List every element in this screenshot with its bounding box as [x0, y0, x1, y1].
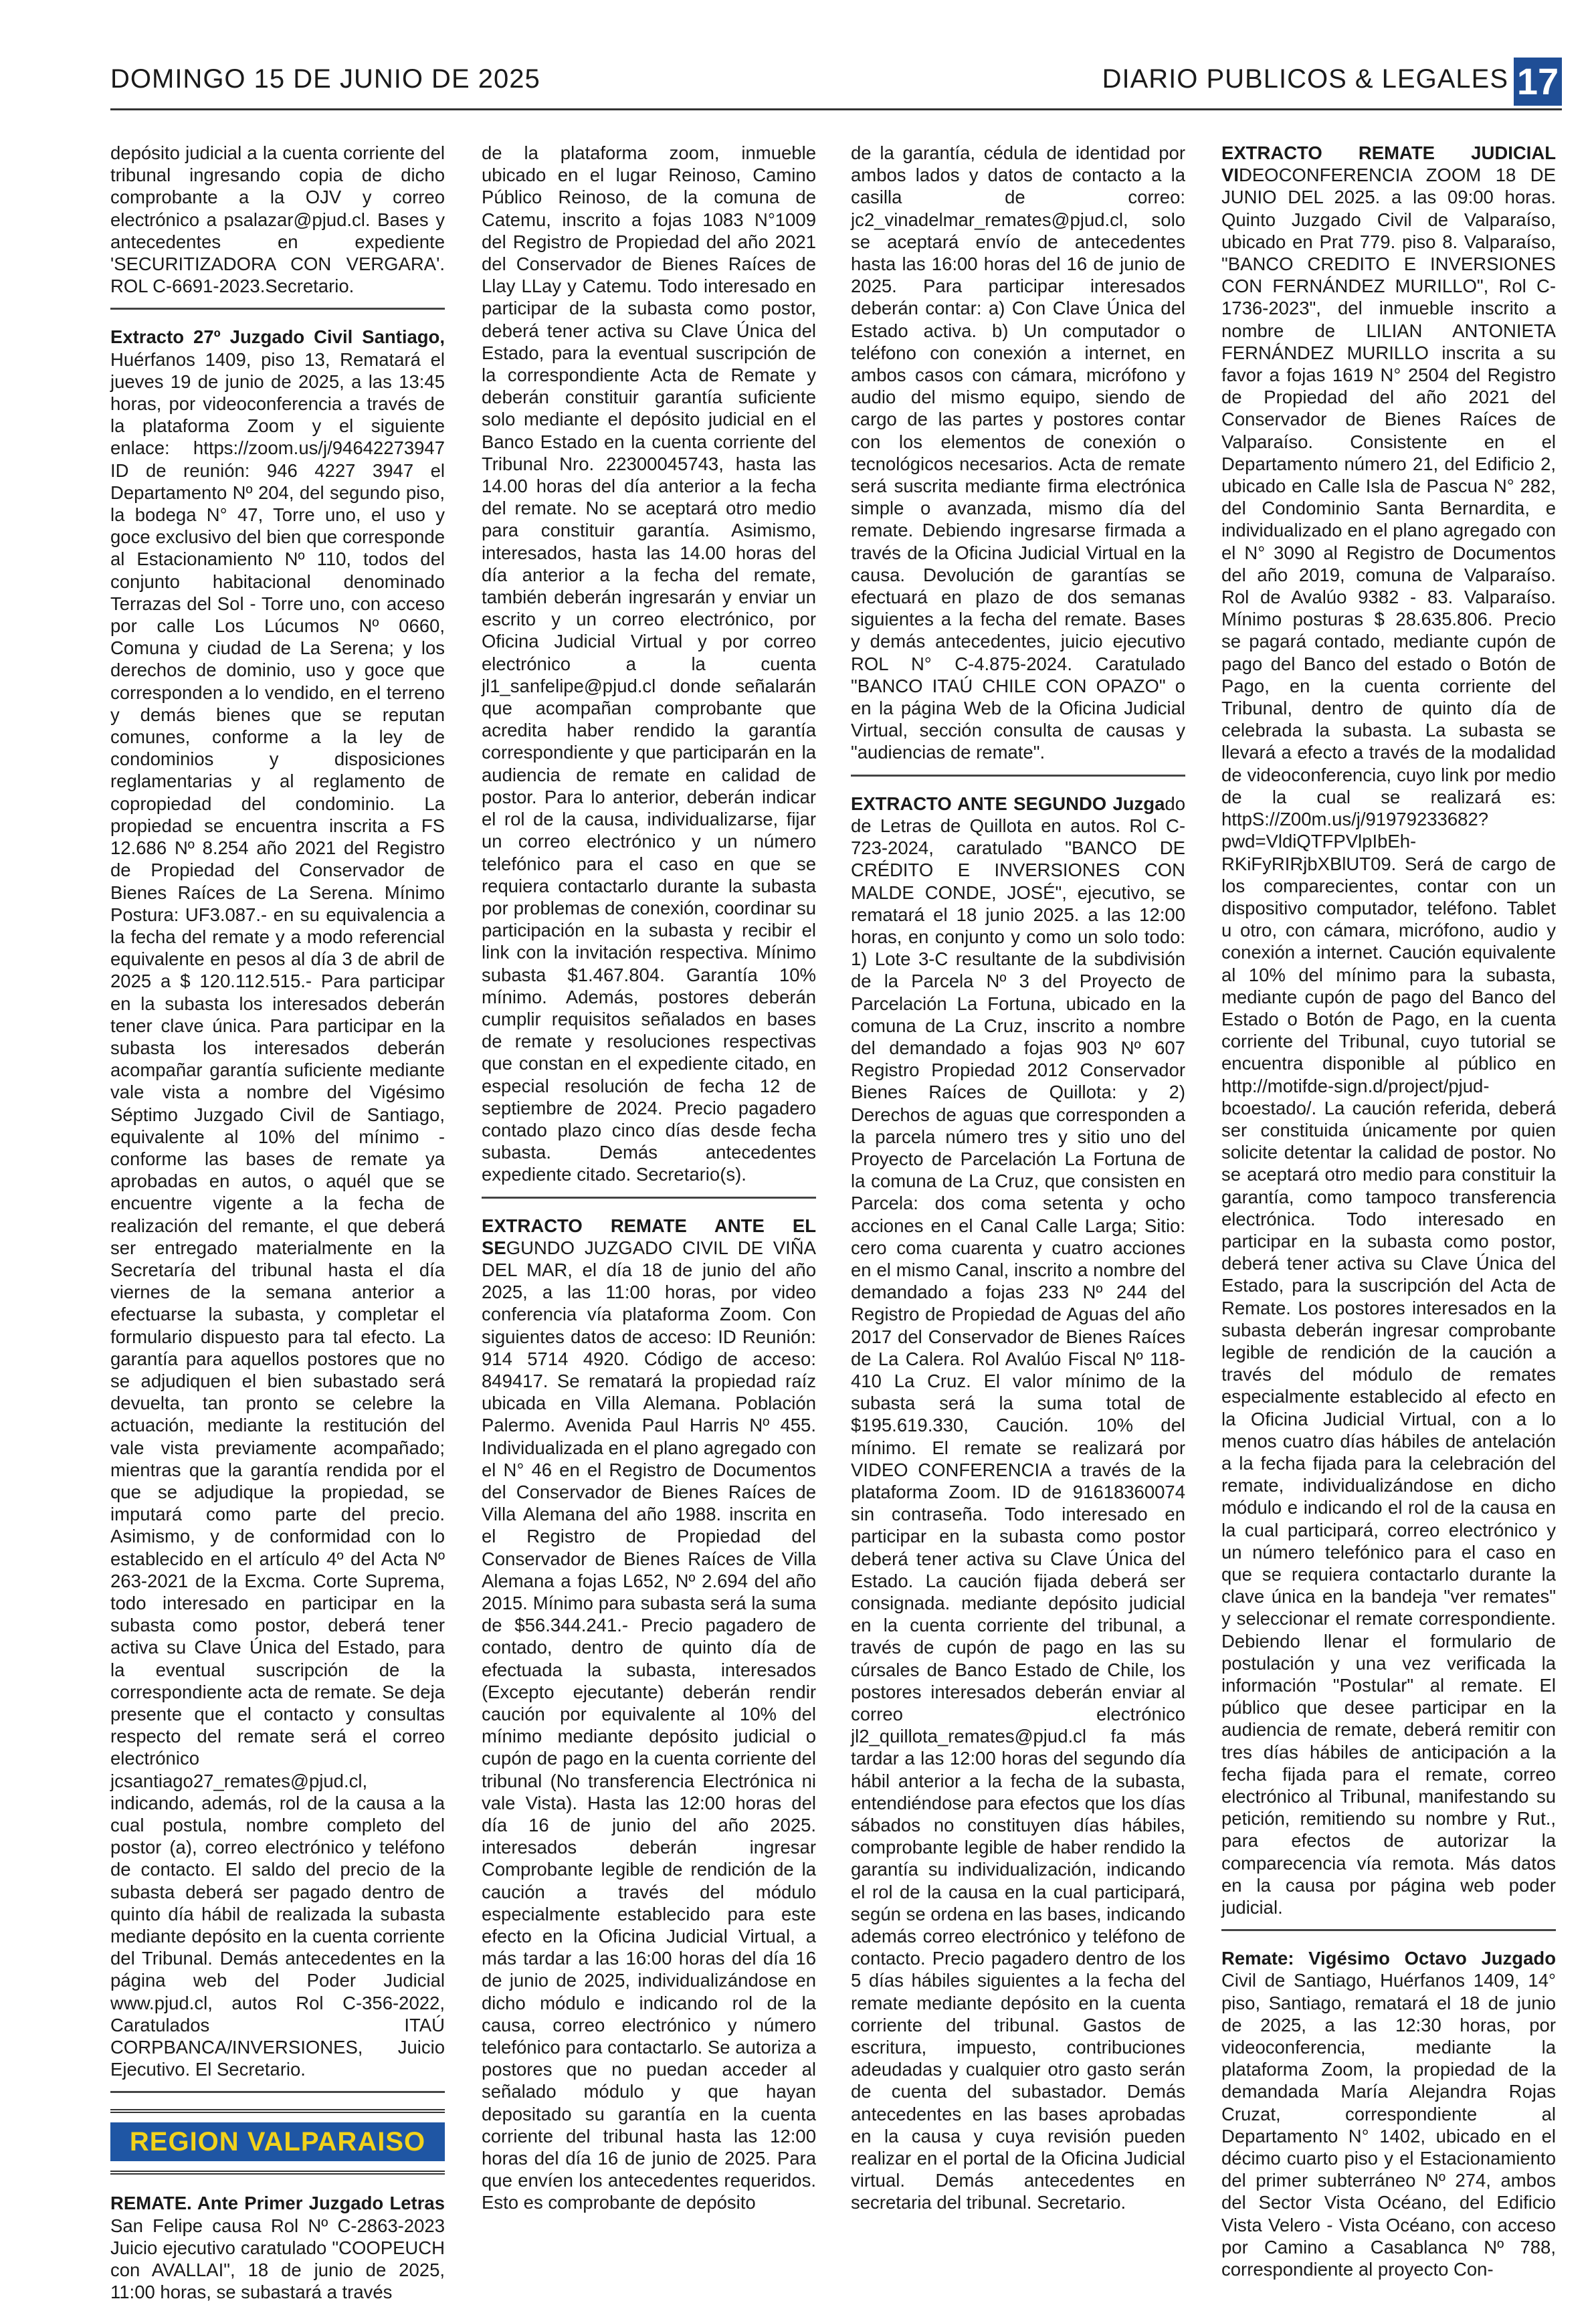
notice-primer-juzgado-san-felipe [110, 2192, 445, 2303]
notice-28-juzgado-civil [1221, 1947, 1556, 2280]
notice-heading: REMATE. Ante Primer Juzgado Letras [110, 2193, 445, 2214]
notice-27-juzgado-civil [110, 326, 445, 2080]
notice-body: Huérfanos 1409, piso 13, Rematará el jueves 19 de junio de 2025, a las 13:45 horas, por videoconferencia a través de la plataforma Zoom y el siguiente enlace: https://zoom.us/j/94642273947 ID de reunión: 946 4227 3947 el Departamento Nº 204, del segundo piso, la bodega N° 47, Torre uno, el uso y goce exclusivo del bien que corresponde al Estacionamiento Nº 110, todos del conjunto habitacional denominado Terrazas del Sol - Torre uno, con acceso por calle Los Lúcumos Nº 0660, Comuna y ciudad de La Serena; y los derechos de dominio, uso y goce que corresponden a lo vendido, en el terreno y demás bienes que se reputan comunes, conforme a la ley de condominios y disposiciones reglamentarias y al reglamento de copropiedad del condominio. La propiedad se encuentra inscrita a FS 12.686 Nº 8.254 año 2021 del Registro de Propiedad del Conservador de Bienes Raíces de La Serena. Mínimo Postura: UF3.087.- en su equivalencia a la fecha del remate y a modo referencial equivalente en pesos al día 3 de abril de 2025 a $ 120.112.515.- Para participar en la subasta los interesados deberán tener clave única. Para participar en la subasta los interesados deberán acompañar garantía suficiente mediante vale vista a nombre del Vigésimo Séptimo Juzgado Civil de Santiago, equivalente al 10% del mínimo -conforme las bases de remate ya aprobadas en autos, o aquél que se encuentre vigente a la fecha de realización del remante, el que deberá ser entregado materialmente en la Secretaría del tribunal hasta el día viernes de la semana anterior a efectuarse la subasta, y completar el formulario dispuesto para tal efecto. La garantía para aquellos postores que no se adjudiquen el bien subastado será devuelta, tan pronto se celebre la actuación, mediante la restitución del vale vista previamente acompañado; mientras que la garantía rendida por el que se adjudique la propiedad, se imputará como parte del precio. Asimismo, y de conformidad con lo establecido en el artículo 4º del Acta Nº 263-2021 de la Excma. Corte Suprema, todo interesado en participar en la subasta como postor, deberá tener activa su Clave Única del Estado, para la eventual suscripción de la correspondiente acta de remate. Se deja presente que el contacto y consultas respecto del remate será el correo electrónico jcsantiago27_remates@pjud.cl, indicando, además, rol de la causa a la cual postula, nombre completo del postor (a), correo electrónico y teléfono de contacto. El saldo del precio de la subasta deberá ser pagado dentro de quinto día hábil de realizada la subasta mediante depósito en la cuenta corriente del Tribunal. Demás antecedentes en la página web del Poder Judicial www.pjud.cl, autos Rol C-356-2022, Caratulados ITAÚ CORPBANCA/INVERSIONES, Juicio Ejecutivo. El Secretario. [110, 348, 445, 2080]
notice-san-felipe-continued [482, 142, 816, 1186]
notice-heading: EXTRACTO REMATE JUDICIAL VI [1221, 142, 1556, 186]
notice-body: Civil de Santiago, Huérfanos 1409, 14° piso, Santiago, rematará el 18 de junio de 2025, a las 12:30 horas, por videoconferencia, mediante la plataforma Zoom, la propiedad de la demandada María Alejandra Rojas Cruzat, correspondiente al Departamento N° 1402, ubicado en el décimo cuarto piso y el Estacionamiento del primer subterráneo Nº 274, ambos del Sector Vista Océano, del Edificio Vista Velero - Vista Océano, con acceso por Camino a Casablanca Nº 788, correspondiente al proyecto Con- [1221, 1970, 1556, 2280]
header-rule [110, 108, 1562, 110]
notice-body: DEOCONFERENCIA ZOOM 18 DE JUNIO DEL 2025. a las 09:00 horas. Quinto Juzgado Civil de Valparaíso, ubicado en Prat 779. piso 8. Valparaíso, "BANCO CREDITO E INVERSIONES CON FERNÁNDEZ MURILLO", Rol C-1736-2023", del inmueble inscrito a nombre de LILIAN ANTONIETA FERNÁNDEZ MURILLO inscrita a su favor a fojas 1619 N° 2504 del Registro de Propiedad del año 2021 del Conservador de Bienes Raíces de Valparaíso. Consistente en el Departamento número 21, del Edificio 2, ubicado en Calle Isla de Pascua N° 282, del Condominio Santa Bernardita, e individualizado en el plano agregado con el N° 3090 al Registro de Documentos del año 2019, comuna de Valparaíso. Rol de Avalúo 9382 - 83. Valparaíso. Mínimo posturas $ 28.635.806. Precio se pagará contado, mediante cupón de pago del Banco del estado o Botón de Pago, en la cuenta corriente del Tribunal, dentro de quinto día de celebrada la subasta. La subasta se llevará a efecto a través de la modalidad de videoconferencia, cuyo link por medio de la cual se realizará es: httpS://Z00m.us/j/91979233682?pwd=VldiQTFPVlpIbEh-RKiFyRIRjbXBlUT09. Será de cargo de los comparecientes, contar con un dispositivo computador, teléfono. Tablet u otro, con cámara, micrófono, audio y conexión a internet. Caución equivalente al 10% del mínimo para la subasta, mediante cupón de pago del Banco del Estado o Botón de Pago, en la cuenta corriente del Tribunal, cuyo tutorial se encuentra disponible al público en http://motifde-sign.d/project/pjud-bcoestado/. La caución referida, deberá ser constituida únicamente por quien solicite detentar la calidad de postor. No se aceptará otro medio para constituir la garantía, como tampoco transferencia electrónica. Todo interesado en participar en la subasta como postor, deberá tener activa su Clave Única del Estado, para la suscripción del Acta de Remate. Los postores interesados en la subasta deberán ingresar comprobante legible de rendición de la caución a través del módulo de remates especialmente establecido al efecto en la Oficina Judicial Virtual, con a lo menos cuatro días hábiles de antelación a la fecha fijada para la celebración del remate, individualizándose en dicho módulo e indicando el rol de la causa en la cual participará, correo electrónico y un número telefónico para el caso en que se requiera contactarlo durante la clave única en la bandeja "ver remates" y seleccionar el remate correspondiente. Debiendo llenar el formulario de postulación y una vez verificada la información "Postular" al remate. El público que desee participar en la audiencia de remate, deberá remitir con tres días hábiles de anticipación a la fecha fijada para el remate, correo electrónico al Tribunal, manifestando su petición, remitiendo su nombre y Rut., para efectos de autorizar la comparecencia vía remota. Más datos en la causa por página web poder judicial. [1221, 165, 1556, 1918]
notice-quinto-juzgado-valparaiso [1221, 142, 1556, 1918]
notice-body: GUNDO JUZGADO CIVIL DE VIÑA DEL MAR, el día 18 de junio del año 2025, a las 11:00 horas, por video conferencia vía plataforma Zoom. Con siguientes datos de acceso: ID Reunión: 914 5714 4920. Código de acceso: 849417. Se rematará la propiedad raíz ubicada en Villa Alemana. Población Palermo. Avenida Paul Harris Nº 455. Individualizada en el plano agregado con el N° 46 en el Registro de Documentos del Conservador de Bienes Raíces de Villa Alemana del año 1988. inscrita en el Registro de Propiedad del Conservador de Bienes Raíces de Villa Alemana a fojas L652, Nº 2.694 del año 2015. Mínimo para subasta será la suma de $56.344.241.- Precio pagadero de contado, dentro de quinto día de efectuada la subasta, interesados (Excepto ejecutante) deberán rendir caución por equivalente al 10% del mínimo mediante depósito judicial o cupón de pago en la cuenta corriente del tribunal (No transferencia Electrónica ni vale Vista). Hasta las 12:00 horas del día 16 de junio del año 2025. interesados deberán ingresar Comprobante legible de rendición de la caución a través del módulo especialmente establecido para este efecto en la Oficina Judicial Virtual, a más tardar a las 16:00 horas del día 16 de junio de 2025, individualizándose en dicho módulo e indicando rol de la causa, correo electrónico y número telefónico para contactarlo. Se autoriza a postores que no puedan acceder al señalado módulo y que hayan depositado su garantía en la cuenta corriente del tribunal hasta las 12:00 horas del día 16 de junio de 2025. Para que envíen los antecedentes requeridos. Esto es comprobante de depósito [482, 1237, 816, 2213]
notice-body: de la plataforma zoom, inmueble ubicado en el lugar Reinoso, Camino Público Reinoso, de la comuna de Catemu, inscrito a fojas 1083 N°1009 del Registro de Propiedad del año 2021 del Conservador de Bienes Raíces de Llay LLay y Catemu. Todo interesado en participar de la subasta como postor, deberá tener activa su Clave Única del Estado, para la eventual suscripción de la correspondiente Acta de Remate y deberán constituir garantía suficiente solo mediante el depósito judicial en el Banco Estado en la cuenta corriente del Tribunal Nro. 22300045743, hasta las 14.00 horas del día anterior a la fecha del remate. No se aceptará otro medio para constituir garantía. Asimismo, interesados, hasta las 14.00 horas del día anterior a la fecha del remate, también deberán ingresarán y enviar un escrito y un correo electrónico, por Oficina Judicial Virtual y por correo electrónico a la cuenta jl1_sanfelipe@pjud.cl donde señalarán que acompañan comprobante que acredita haber rendido la garantía correspondiente y que participarán en la audiencia de remate en calidad de postor. Para lo anterior, deberán indicar el rol de la causa, individualizarse, fijar un correo electrónico y un número telefónico para el caso en que se requiera contactarlo durante la subasta por problemas de conexión, coordinar su participación en la subasta y recibir el link con la invitación respectiva. Mínimo subasta $1.467.804. Garantía 10% mínimo. Además, postores deberán cumplir requisitos señalados en bases de remate y resoluciones respectivas que constan en el expediente citado, en especial resolución de fecha 12 de septiembre de 2024. Precio pagadero contado plazo cinco días desde fecha subasta. Demás antecedentes expediente citado. Secretario(s). [482, 142, 816, 1185]
section-banner [110, 2109, 445, 2175]
page-number: 17 [1514, 58, 1562, 106]
notice-segundo-juzgado-vina [482, 1215, 816, 2214]
notice-separator [851, 775, 1185, 777]
notice-separator [110, 308, 445, 310]
notice-separator [110, 2091, 445, 2093]
column-1 [110, 142, 445, 2303]
notice-body: de la garantía, cédula de identidad por ambos lados y datos de contacto a la casilla de correo: jc2_vinadelmar_remates@pjud.cl, solo se aceptará envío de antecedentes hasta las 16:00 horas del 16 de junio de 2025. Para participar interesados deberán contar: a) Con Clave Única del Estado activa. b) Un computador o teléfono con conexión a internet, en ambos casos con cámara, micrófono y audio del mismo equipo, siendo de cargo de las partes y postores contar con los elementos de conexión o tecnológicos necesarios. Acta de remate será suscrita mediante firma electrónica simple o avanzada, mismo día del remate. Debiendo ingresarse firmada a través de la Oficina Judicial Virtual en la causa. Devolución de garantías se efectuará en plazo de dos semanas siguientes a la fecha del remate. Bases y demás antecedentes, juicio ejecutivo ROL N° C-4.875-2024. Caratulado "BANCO ITAÚ CHILE CON OPAZO" o en la página Web de la Oficina Judicial Virtual, sección consulta de causas y "audiencias de remate". [851, 142, 1185, 763]
notice-heading: EXTRACTO REMATE ANTE EL SE [482, 1215, 816, 1258]
notice-separator [482, 1197, 816, 1199]
column-4 [1221, 142, 1556, 2280]
column-3 [851, 142, 1185, 2249]
notice-separator [1221, 1929, 1556, 1931]
notice-heading: EXTRACTO ANTE SEGUNDO Juzga [851, 793, 1165, 814]
notice-heading: Remate: Vigésimo Octavo Juzgado [1221, 1948, 1556, 1969]
notice-securitizadora-tail [110, 142, 445, 297]
notice-body: do de Letras de Quillota en autos. Rol C-723-2024, caratulado "BANCO DE CRÉDITO E INVERSIONES CON MALDE CONDE, JOSÉ", ejecutivo, se rematará el 18 junio 2025. a las 12:00 horas, en conjunto y como un solo todo: 1) Lote 3-C resultante de la subdivisión de la Parcela Nº 3 del Proyecto de Parcelación La Fortuna, ubicado en la comuna de La Cruz, inscrito a nombre del demandado a fojas 903 Nº 607 Registro Propiedad 2012 Conservador Bienes Raíces de Quillota: y 2) Derechos de aguas que corresponden a la parcela número tres y sitio uno del Proyecto de Parcelación La Fortuna de la comuna de La Cruz, que consisten en Parcela: dos coma setenta y ocho acciones en el Canal Calle Larga; Sitio: cero coma cuarenta y cuatro acciones en el mismo Canal, inscrito a nombre del demandado a fojas 233 Nº 244 del Registro de Propiedad de Aguas del año 2017 del Conservador de Bienes Raíces de La Calera. Rol Avalúo Fiscal Nº 118-410 La Cruz. El valor mínimo de la subasta será la suma total de $195.619.330, Caución. 10% del mínimo. El remate se realizará por VIDEO CONFERENCIA a través de la plataforma Zoom. ID de 91618360074 sin contraseña. Todo interesado en participar en la subasta como postor deberá tener activa su Clave Única del Estado. La caución fijada deberá ser consignada. mediante depósito judicial en la cuenta corriente del tribunal, a través de cupón de pago en las su cúrsales de Banco Estado de Chile, los postores interesados deberán enviar al correo electrónico jl2_quillota_remates@pjud.cl fa más tardar a las 12:00 horas del segundo día hábil anterior a la fecha de la subasta, entendiéndose para efectos que los días sábados no constituyen días hábiles, comprobante legible de haber rendido la garantía su individualización, indicando el rol de la causa en la cual participará, según se ordena en las bases, indicando además correo electrónico y teléfono de contacto. Precio pagadero dentro de los 5 días hábiles siguientes a la fecha del remate mediante depósito en la cuenta corriente del tribunal. Gastos de escritura, impuesto, contribuciones adeudadas y cualquier otro gasto serán de cuenta del subastador. Demás antecedentes en las bases aprobadas en la causa y cuya revisión pueden realizar en el portal de la Oficina Judicial virtual. Demás antecedentes en secretaria del tribunal. Secretario. [851, 793, 1185, 2213]
notice-body: depósito judicial a la cuenta corriente del tribunal ingresando copia de dicho comprobante a la OJV y correo electrónico a psalazar@pjud.cl. Bases y antecedentes en expediente 'SECURITIZADORA CON VERGARA'. ROL C-6691-2023.Secretario. [110, 142, 445, 297]
publication-name: DIARIO PUBLICOS & LEGALES [1102, 64, 1508, 94]
section-banner-title: REGION VALPARAISO [110, 2122, 445, 2161]
page-header [110, 62, 1562, 108]
notice-body: San Felipe causa Rol Nº C-2863-2023 Juicio ejecutivo caratulado "COOPEUCH con AVALLAI", 18 de junio de 2025, 11:00 horas, se subastará a través [110, 2215, 445, 2303]
issue-date: DOMINGO 15 DE JUNIO DE 2025 [110, 64, 540, 94]
column-2 [482, 142, 816, 2249]
notice-segundo-juzgado-quillota [851, 793, 1185, 2214]
notice-vina-continued [851, 142, 1185, 764]
notice-heading: Extracto 27º Juzgado Civil Santiago, [110, 326, 445, 348]
